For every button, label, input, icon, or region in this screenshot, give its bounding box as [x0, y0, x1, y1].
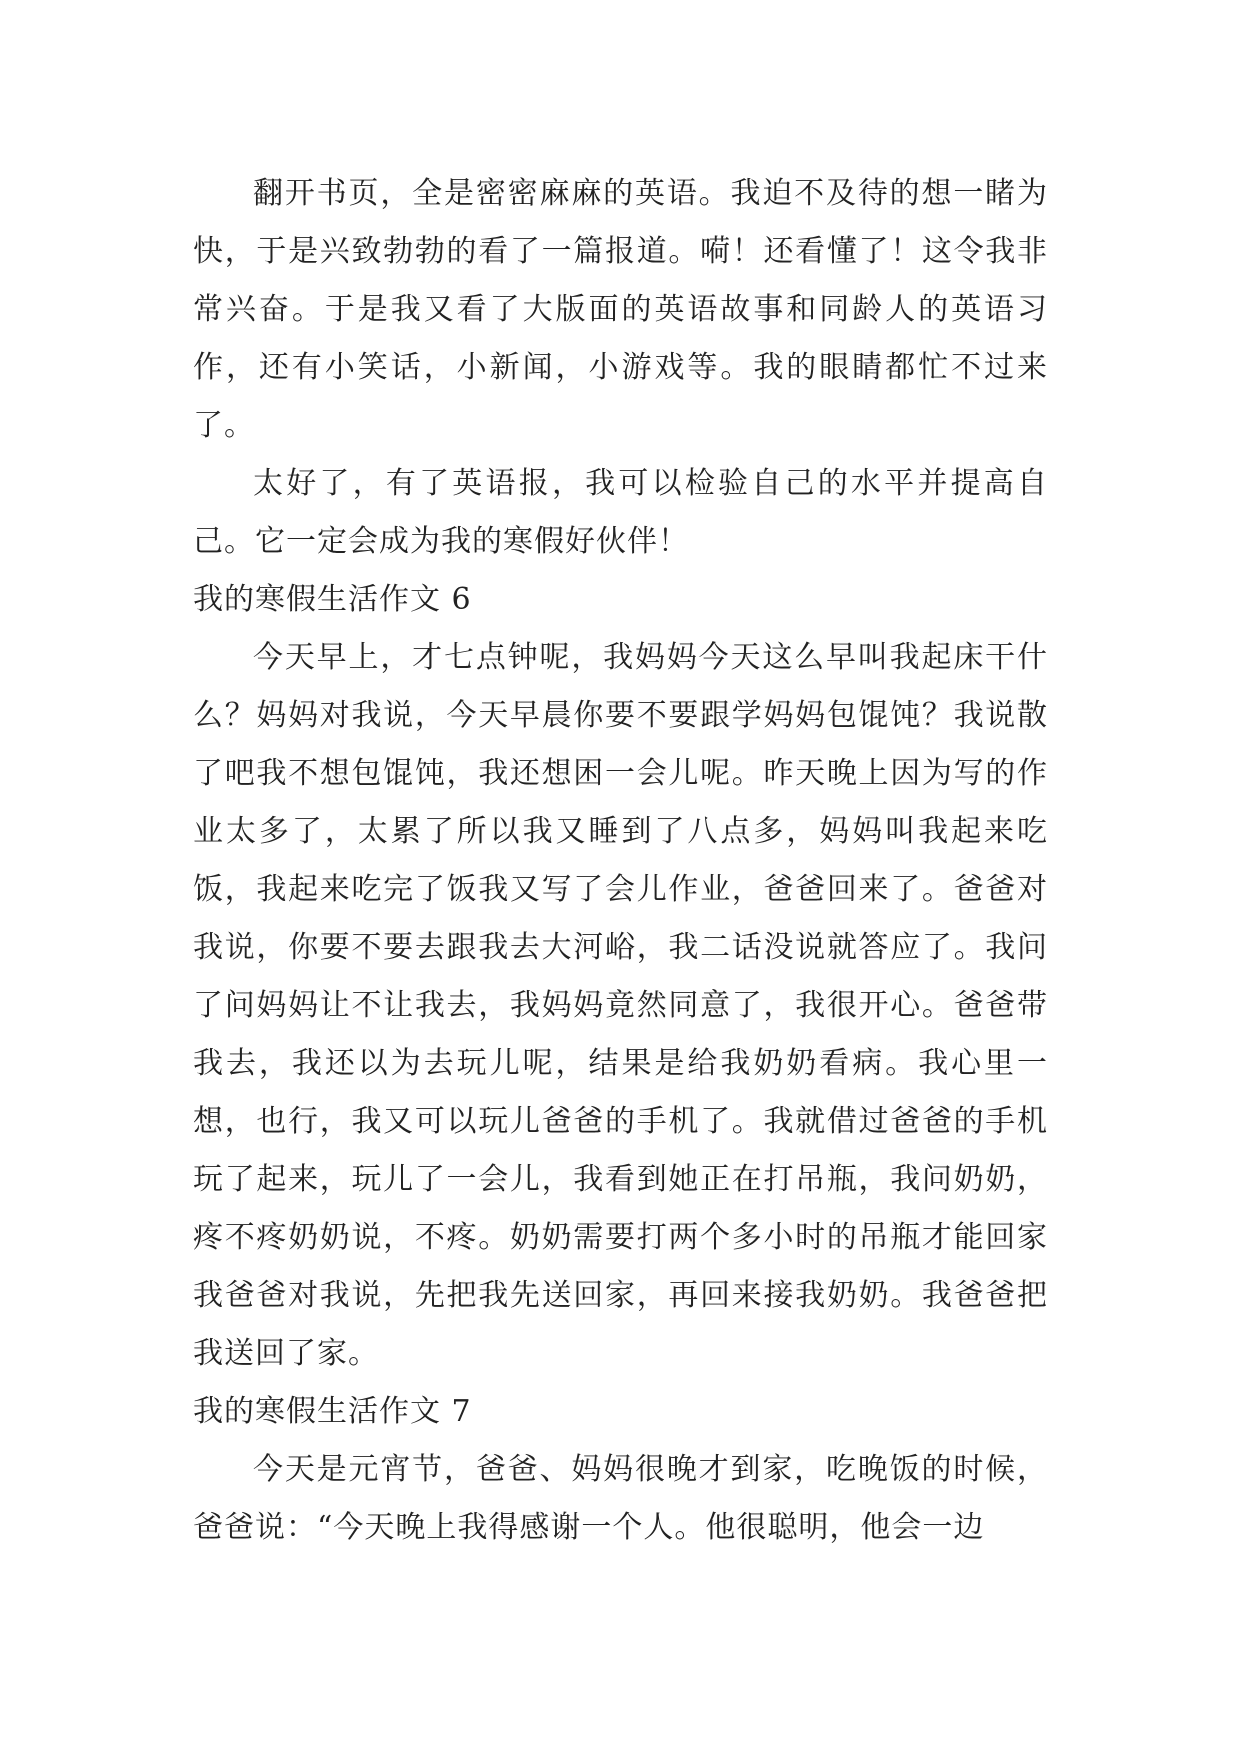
paragraph-winter-partner: 太好了，有了英语报，我可以检验自己的水平并提高自己。它一定会成为我的寒假好伙伴！	[193, 466, 1048, 559]
paragraph-essay-7: 今天是元宵节，爸爸、妈妈很晚才到家，吃晚饭的时候，爸爸说：“今天晚上我得感谢一个人。他很聪明，他会一边	[193, 1452, 1048, 1545]
essay-heading-6: 我的寒假生活作文 6	[193, 582, 472, 617]
paragraph-essay-6: 今天早上，才七点钟呢，我妈妈今天这么早叫我起床干什么？妈妈对我说，今天早晨你要不要跟学妈妈包馄饨？我说散了吧我不想包馄饨，我还想困一会儿呢。昨天晚上因为写的作业太多了，太累了所以我又睡到了八点多，妈妈叫我起来吃饭，我起来吃完了饭我又写了会儿作业，爸爸回来了。爸爸对我说，你要不要去跟我去大河峪，我二话没说就答应了。我问了问妈妈让不让我去，我妈妈竟然同意了，我很开心。爸爸带我去，我还以为去玩儿呢，结果是给我奶奶看病。我心里一想，也行，我又可以玩儿爸爸的手机了。我就借过爸爸的手机玩了起来，玩儿了一会儿，我看到她正在打吊瓶，我问奶奶，疼不疼奶奶说，不疼。奶奶需要打两个多小时的吊瓶才能回家我爸爸对我说，先把我先送回家，再回来接我奶奶。我爸爸把我送回了家。	[193, 640, 1048, 1371]
essay-heading-7: 我的寒假生活作文 7	[193, 1394, 472, 1429]
document-body	[193, 165, 1048, 1557]
paragraph-english-newspaper: 翻开书页，全是密密麻麻的英语。我迫不及待的想一睹为快，于是兴致勃勃的看了一篇报道。嗬！还看懂了！这令我非常兴奋。于是我又看了大版面的英语故事和同龄人的英语习作，还有小笑话，小新闻，小游戏等。我的眼睛都忙不过来了。	[193, 176, 1048, 443]
